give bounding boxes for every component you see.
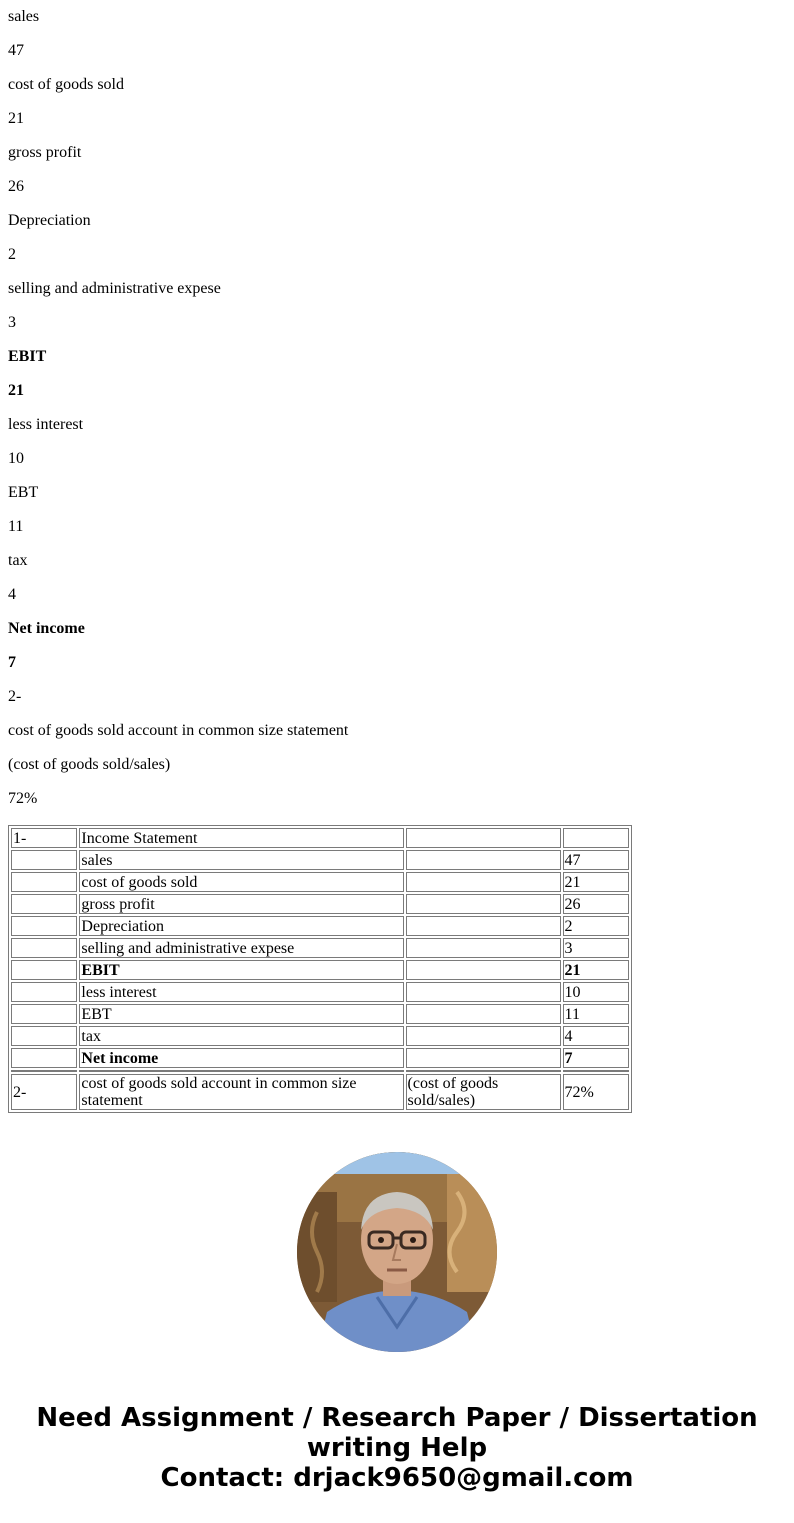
table-cell-value: 3 bbox=[563, 938, 629, 958]
line-part2-formula: (cost of goods sold/sales) bbox=[8, 756, 171, 773]
table-spacer-row bbox=[11, 1070, 629, 1072]
table-cell-empty bbox=[563, 1070, 629, 1072]
table-cell-empty bbox=[406, 1026, 561, 1046]
line-sga-value: 3 bbox=[8, 314, 16, 331]
table-cell-empty bbox=[406, 894, 561, 914]
line-sales-value: 47 bbox=[8, 42, 24, 59]
table-cell-value: 10 bbox=[563, 982, 629, 1002]
table-cell-label: EBT bbox=[79, 1004, 403, 1024]
author-photo bbox=[297, 1152, 497, 1352]
table-cell-value: 11 bbox=[563, 1004, 629, 1024]
line-sga-label: selling and administrative expese bbox=[8, 280, 221, 297]
table-cell-label: Net income bbox=[79, 1048, 403, 1068]
table-cell-empty bbox=[11, 938, 77, 958]
table-cell-empty bbox=[11, 960, 77, 980]
table-row bbox=[11, 828, 629, 848]
line-cogs-value: 21 bbox=[8, 110, 24, 127]
table-cell-value: 7 bbox=[563, 1048, 629, 1068]
table-cell-label: Depreciation bbox=[79, 916, 403, 936]
line-ebit-label: EBIT bbox=[8, 348, 47, 365]
income-statement-text bbox=[8, 0, 788, 816]
line-part2-value: 72% bbox=[8, 790, 38, 807]
line-ebt-value: 11 bbox=[8, 518, 24, 535]
table-row bbox=[11, 916, 629, 936]
cta-contact-email: Contact: drjack9650@gmail.com bbox=[160, 1463, 634, 1493]
line-net-income-value: 7 bbox=[8, 654, 16, 671]
table-cell-empty bbox=[406, 982, 561, 1002]
line-part2-number: 2- bbox=[8, 688, 22, 705]
table-cell-empty bbox=[406, 828, 561, 848]
table-cell-empty bbox=[563, 828, 629, 848]
table-cell-empty bbox=[406, 1004, 561, 1024]
table-cell-value: 26 bbox=[563, 894, 629, 914]
table-cell-empty bbox=[11, 872, 77, 892]
table-cell-empty bbox=[11, 894, 77, 914]
line-ebit-value: 21 bbox=[8, 382, 24, 399]
table-cell-empty bbox=[11, 850, 77, 870]
table-cell-value: 21 bbox=[563, 872, 629, 892]
line-tax-value: 4 bbox=[8, 586, 16, 603]
cta-line-1: Need Assignment / Research Paper / Dissertation bbox=[36, 1403, 758, 1433]
table-cell-empty bbox=[406, 960, 561, 980]
table-row bbox=[11, 1026, 629, 1046]
table-cell-value: 47 bbox=[563, 850, 629, 870]
table-cell-label: cost of goods sold account in common size statement bbox=[79, 1074, 403, 1110]
line-tax-label: tax bbox=[8, 552, 28, 569]
table-cell-empty bbox=[79, 1070, 403, 1072]
line-gross-profit-label: gross profit bbox=[8, 144, 82, 161]
line-depreciation-label: Depreciation bbox=[8, 212, 91, 229]
line-gross-profit-value: 26 bbox=[8, 178, 24, 195]
line-part2-description: cost of goods sold account in common size statement bbox=[8, 722, 349, 739]
table-cell-number: 1- bbox=[11, 828, 77, 848]
income-statement-table bbox=[8, 825, 632, 1113]
line-sales-label: sales bbox=[8, 8, 40, 25]
line-depreciation-value: 2 bbox=[8, 246, 16, 263]
line-interest-label: less interest bbox=[8, 416, 84, 433]
table-cell-empty bbox=[11, 916, 77, 936]
table-cell-number: 2- bbox=[11, 1074, 77, 1110]
table-row bbox=[11, 1004, 629, 1024]
table-cell-empty bbox=[406, 872, 561, 892]
cta-line-2: writing Help bbox=[306, 1433, 488, 1463]
table-cell-empty bbox=[11, 1026, 77, 1046]
table-cell-label: cost of goods sold bbox=[79, 872, 403, 892]
author-portrait-image bbox=[297, 1152, 497, 1352]
table-row bbox=[11, 960, 629, 980]
table-cell-label: sales bbox=[79, 850, 403, 870]
table-cell-empty bbox=[11, 982, 77, 1002]
table-cell-value: 21 bbox=[563, 960, 629, 980]
table-cell-formula: (cost of goods sold/sales) bbox=[406, 1074, 561, 1110]
table-cell-label: gross profit bbox=[79, 894, 403, 914]
table-cell-label: EBIT bbox=[79, 960, 403, 980]
line-interest-value: 10 bbox=[8, 450, 24, 467]
table-cell-value: 4 bbox=[563, 1026, 629, 1046]
table-row bbox=[11, 872, 629, 892]
table-cell-empty bbox=[11, 1070, 77, 1072]
table-row bbox=[11, 1074, 629, 1110]
table-cell-empty bbox=[406, 1048, 561, 1068]
table-row bbox=[11, 894, 629, 914]
table-cell-value: 2 bbox=[563, 916, 629, 936]
table-cell-label: less interest bbox=[79, 982, 403, 1002]
table-cell-empty bbox=[406, 1070, 561, 1072]
table-cell-empty bbox=[406, 938, 561, 958]
table-row bbox=[11, 982, 629, 1002]
line-net-income-label: Net income bbox=[8, 620, 85, 637]
table-row bbox=[11, 850, 629, 870]
table-row bbox=[11, 1048, 629, 1068]
line-ebt-label: EBT bbox=[8, 484, 39, 501]
table-cell-empty bbox=[11, 1048, 77, 1068]
table-cell-empty bbox=[406, 850, 561, 870]
table-cell-empty bbox=[406, 916, 561, 936]
line-cogs-label: cost of goods sold bbox=[8, 76, 124, 93]
table-cell-label: tax bbox=[79, 1026, 403, 1046]
table-cell-title: Income Statement bbox=[79, 828, 403, 848]
table-cell-label: selling and administrative expese bbox=[79, 938, 403, 958]
contact-banner bbox=[0, 1403, 794, 1493]
table-row bbox=[11, 938, 629, 958]
table-cell-empty bbox=[11, 1004, 77, 1024]
table-cell-value: 72% bbox=[563, 1074, 629, 1110]
